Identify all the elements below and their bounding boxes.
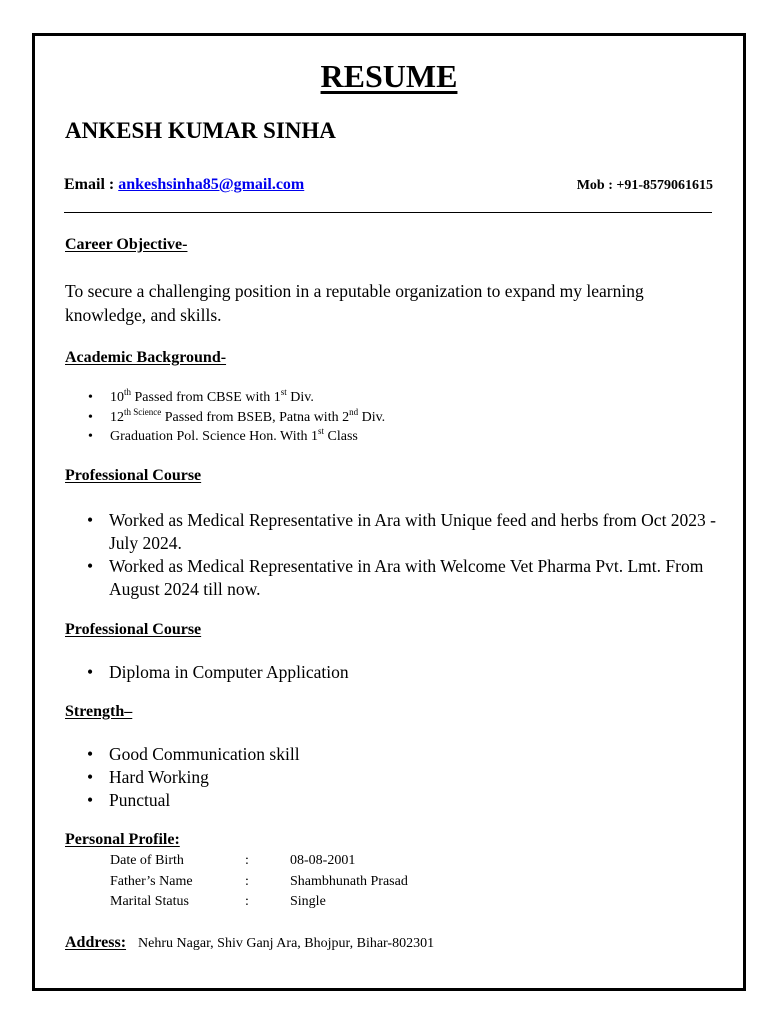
page-title: RESUME	[320, 58, 458, 94]
profile-label: Date of Birth	[110, 853, 184, 868]
superscript: th Science	[124, 406, 162, 417]
academic-list	[110, 388, 385, 447]
profile-separator: :	[245, 853, 249, 868]
superscript: nd	[349, 406, 359, 417]
text-fragment: 10	[110, 390, 124, 405]
profile-value: 08-08-2001	[290, 853, 356, 868]
profile-value: Shambhunath Prasad	[290, 873, 408, 889]
professional-course-list	[109, 661, 721, 684]
header-divider	[64, 212, 712, 213]
text-fragment: 12	[110, 409, 124, 425]
profile-label: Father’s Name	[110, 873, 193, 889]
text-fragment: Div.	[286, 390, 314, 405]
email-label: Email :	[64, 176, 115, 193]
list-item: • Hard Working	[109, 766, 721, 789]
table-row	[110, 892, 408, 913]
profile-separator: :	[245, 873, 249, 889]
profile-separator: :	[245, 894, 249, 909]
address-value: Nehru Nagar, Shiv Ganj Ara, Bhojpur, Bihar-802301	[138, 936, 435, 951]
list-item: • Worked as Medical Representative in Ara with Welcome Vet Pharma Pvt. Lmt. From August 2024 till now.	[109, 555, 721, 601]
list-item	[110, 408, 385, 428]
address-row	[65, 934, 434, 952]
list-item	[110, 427, 385, 447]
strength-list	[109, 743, 721, 812]
list-item: • Good Communication skill	[109, 743, 721, 766]
superscript: st	[280, 387, 287, 397]
professional-course-heading: Professional Course	[65, 621, 202, 638]
professional-experience-heading: Professional Course	[65, 467, 202, 484]
list-item	[110, 388, 385, 408]
personal-profile-heading: Personal Profile:	[65, 831, 180, 848]
academic-heading: Academic Background-	[65, 349, 227, 366]
superscript: st	[317, 426, 324, 436]
text-fragment: Div.	[358, 409, 386, 425]
profile-label: Marital Status	[110, 894, 189, 909]
resume-page	[32, 33, 746, 991]
email-row	[64, 176, 304, 194]
professional-experience-list	[109, 509, 721, 601]
strength-heading: Strength–	[65, 703, 133, 720]
list-item: • Worked as Medical Representative in Ara with Unique feed and herbs from Oct 2023 - July 2024.	[109, 509, 721, 555]
text-fragment: Passed from CBSE with 1	[131, 390, 281, 405]
table-row	[110, 851, 408, 872]
candidate-name: ANKESH KUMAR SINHA	[65, 118, 336, 143]
text-fragment: Passed from BSEB, Patna with 2	[161, 409, 350, 425]
personal-profile-table	[110, 851, 408, 913]
list-item: • Punctual	[109, 789, 721, 812]
mobile-number: Mob : +91-8579061615	[576, 178, 713, 193]
table-row	[110, 872, 408, 893]
text-fragment: Graduation Pol. Science Hon. With 1	[110, 429, 318, 444]
superscript: th	[124, 387, 132, 397]
career-objective-heading: Career Objective-	[65, 236, 188, 253]
profile-value: Single	[290, 894, 326, 909]
career-objective-text: To secure a challenging position in a reputable organization to expand my learning knowledge, and skills.	[65, 281, 644, 325]
list-item: • Diploma in Computer Application	[109, 661, 721, 684]
email-link[interactable]: ankeshsinha85@gmail.com	[118, 176, 305, 193]
address-label: Address:	[65, 934, 127, 951]
text-fragment: Class	[324, 429, 358, 444]
